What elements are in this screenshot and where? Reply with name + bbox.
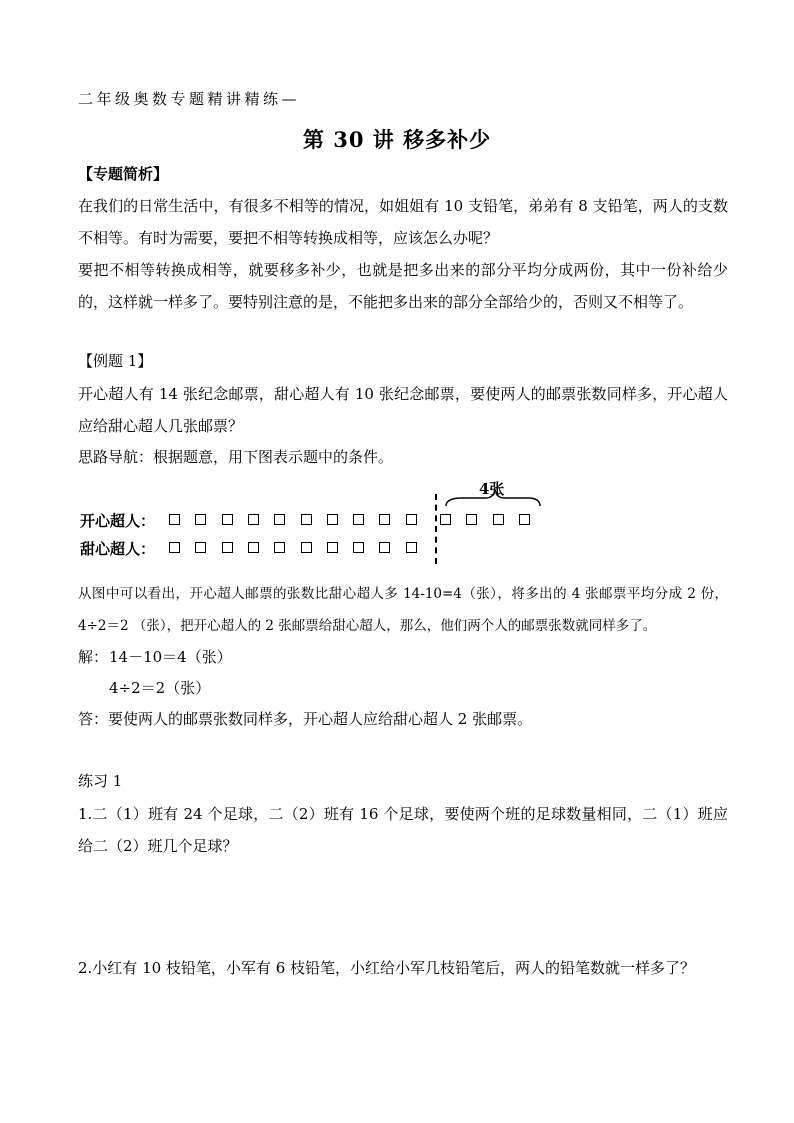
divider-line xyxy=(435,494,437,564)
practice-heading: 练习 1 xyxy=(78,772,123,790)
overview-paragraph-1: 在我们的日常生活中，有很多不相等的情况，如姐姐有 10 支铅笔，弟弟有 8 支铅笔，两人的支数不相等。有时为需要，要把不相等转换成相等，应该怎么办呢？ xyxy=(78,197,728,247)
stamp-box xyxy=(327,514,338,525)
row-label-tianxin: 甜心超人： xyxy=(80,540,156,558)
stamp-box xyxy=(353,514,364,525)
overview-heading: 【专题简析】 xyxy=(78,165,169,183)
stamp-box xyxy=(222,542,233,553)
stamp-box xyxy=(169,514,180,525)
example-heading: 【例题 1】 xyxy=(78,352,153,370)
stamp-box xyxy=(195,542,206,553)
stamp-box xyxy=(466,514,477,525)
stamp-box xyxy=(169,542,180,553)
stamp-box xyxy=(327,542,338,553)
solution-line-1: 14－10＝4（张） xyxy=(109,648,232,666)
stamp-box xyxy=(406,542,417,553)
stamp-box xyxy=(379,542,390,553)
example-question: 开心超人有 14 张纪念邮票，甜心超人有 10 张纪念邮票，要使两人的邮票张数同样多，开心超人应给甜心超人几张邮票？ xyxy=(78,385,728,435)
stamp-box xyxy=(248,514,259,525)
stamp-box xyxy=(519,514,530,525)
page-title: 第 30 讲 移多补少 xyxy=(302,127,492,152)
row-label-kaixin: 开心超人： xyxy=(80,512,156,530)
solution-label: 解： xyxy=(78,648,109,666)
example-answer: 答：要使两人的邮票张数同样多，开心超人应给甜心超人 2 张邮票。 xyxy=(78,710,533,728)
stamp-box xyxy=(301,514,312,525)
stamp-box xyxy=(493,514,504,525)
example-explanation: 从图中可以看出，开心超人邮票的张数比甜心超人多 14-10=4（张），将多出的 4 张邮票平均分成 2 份，4÷2＝2 （张），把开心超人的 2 张邮票给甜心超人，那么，他们两个人的邮票张数就同样多了。 xyxy=(78,586,728,634)
stamp-box xyxy=(274,514,285,525)
stamp-box xyxy=(406,514,417,525)
practice-question-1: 1.二（1）班有 24 个足球，二（2）班有 16 个足球，要使两个班的足球数量相同，二（1）班应给二（2）班几个足球？ xyxy=(78,805,728,855)
stamp-box xyxy=(379,514,390,525)
stamp-box xyxy=(195,514,206,525)
stamp-box xyxy=(222,514,233,525)
stamp-box xyxy=(248,542,259,553)
stamp-box xyxy=(440,514,451,525)
stamp-box xyxy=(353,542,364,553)
overview-paragraph-2: 要把不相等转换成相等，就要移多补少，也就是把多出来的部分平均分成两份，其中一份补给少的，这样就一样多了。要特别注意的是，不能把多出来的部分全部给少的，否则又不相等了。 xyxy=(78,261,728,311)
practice-question-2: 2.小红有 10 枝铅笔，小军有 6 枝铅笔，小红给小军几枝铅笔后，两人的铅笔数就一样多了？ xyxy=(78,959,696,977)
stamp-box xyxy=(301,542,312,553)
stamp-box xyxy=(274,542,285,553)
example-hint: 思路导航：根据题意，用下图表示题中的条件。 xyxy=(78,448,394,466)
brace-label: 4张 xyxy=(479,480,505,498)
solution-line-2: 4÷2＝2（张） xyxy=(109,679,211,697)
series-header: 二年级奥数专题精讲精练— xyxy=(78,90,301,108)
